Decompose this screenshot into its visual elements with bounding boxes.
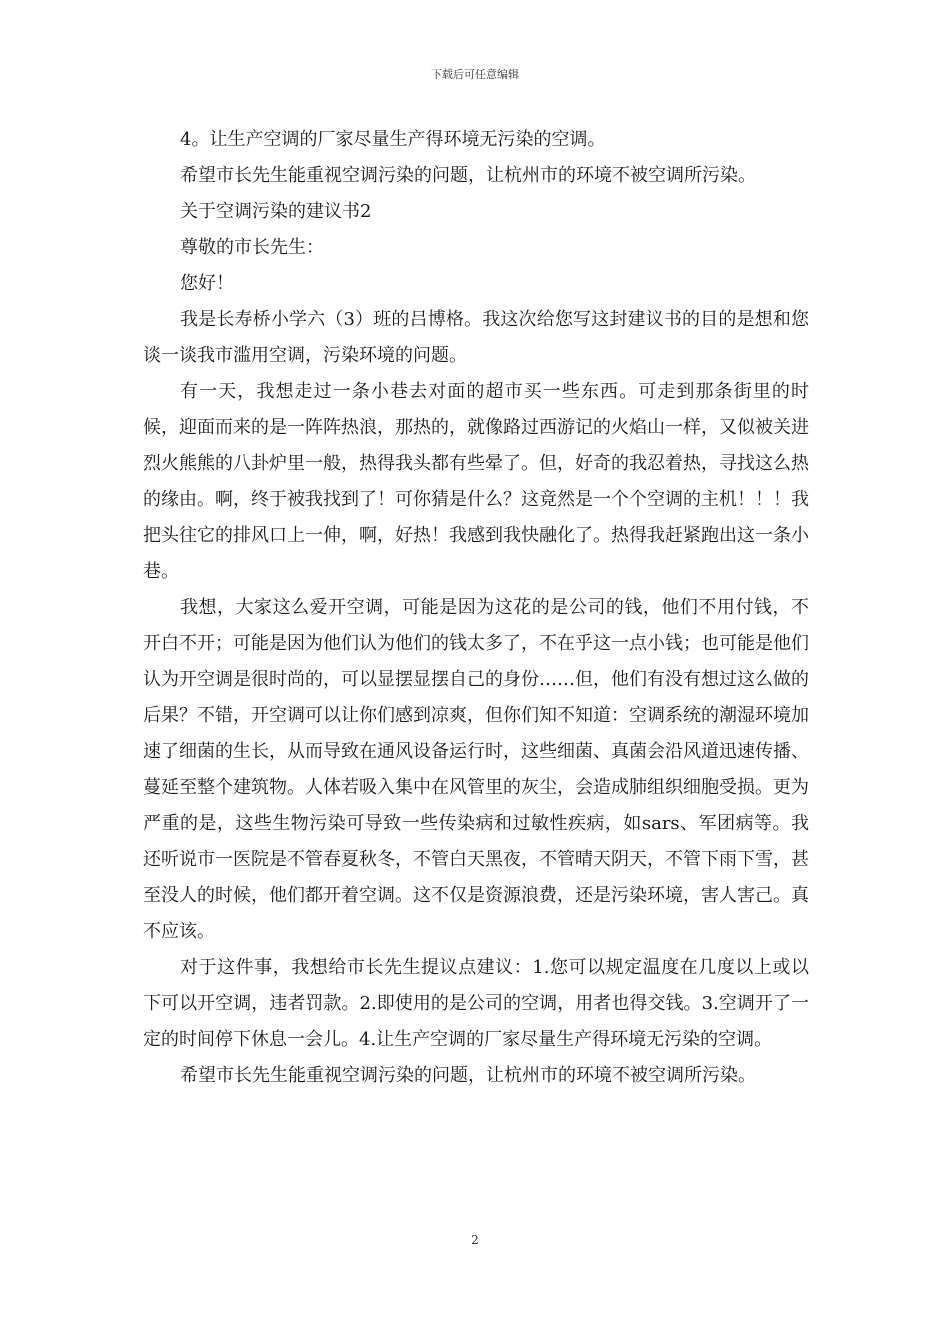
paragraph: 4。让生产空调的厂家尽量生产得环境无污染的空调。 <box>180 129 606 150</box>
page-header: 下载后可任意编辑 <box>431 68 519 81</box>
paragraph: 对于这件事，我想给市长先生提议点建议：1.您可以规定温度在几度以上或以下可以开空调，违者罚款。2.即使用的是公司的空调，用者也得交钱。3.空调开了一定的时间停下休息一会儿。4.让生产空调的厂家尽量生产得环境无污染的空调。 <box>143 957 809 1050</box>
paragraph: 我想，大家这么爱开空调，可能是因为这花的是公司的钱，他们不用付钱，不开白不开；可能是因为他们认为他们的钱太多了，不在乎这一点小钱；也可能是他们认为开空调是很时尚的，可以显摆显摆自己的身份……但，他们有没有想过这么做的后果？不错，开空调可以让你们感到凉爽，但你们知不知道：空调系统的潮湿环境加速了细菌的生长，从而导致在通风设备运行时，这些细菌、真菌会沿风道迅速传播、蔓延至整个建筑物。人体若吸入集中在风管里的灰尘，会造成肺组织细胞受损。更为严重的是，这些生物污染可导致一些传染病和过敏性疾病，如sars、军团病等。我还听说市一医院是不管春夏秋冬，不管白天黑夜，不管晴天阴天，不管下雨下雪，甚至没人的时候，他们都开着空调。这不仅是资源浪费，还是污染环境，害人害己。真不应该。 <box>143 597 809 942</box>
paragraph: 有一天，我想走过一条小巷去对面的超市买一些东西。可走到那条街里的时候，迎面而来的是一阵阵热浪，那热的，就像路过西游记的火焰山一样，又似被关进烈火熊熊的八卦炉里一般，热得我头都有些晕了。但，好奇的我忍着热，寻找这么热的缘由。啊，终于被我找到了！可你猜是什么？这竟然是一个个空调的主机！！！我把头往它的排风口上一伸，啊，好热！我感到我快融化了。热得我赶紧跑出这一条小巷。 <box>143 381 809 582</box>
page-number: 2 <box>471 1233 479 1247</box>
document-body <box>143 122 809 1094</box>
paragraph: 希望市长先生能重视空调污染的问题，让杭州市的环境不被空调所污染。 <box>180 1065 756 1086</box>
paragraph: 希望市长先生能重视空调污染的问题，让杭州市的环境不被空调所污染。 <box>180 165 756 186</box>
greeting: 您好！ <box>180 273 234 294</box>
paragraph: 我是长寿桥小学六（3）班的吕博格。我这次给您写这封建议书的目的是想和您谈一谈我市滥用空调，污染环境的问题。 <box>143 309 809 366</box>
section-title: 关于空调污染的建议书2 <box>180 201 372 222</box>
salutation: 尊敬的市长先生： <box>180 237 324 258</box>
